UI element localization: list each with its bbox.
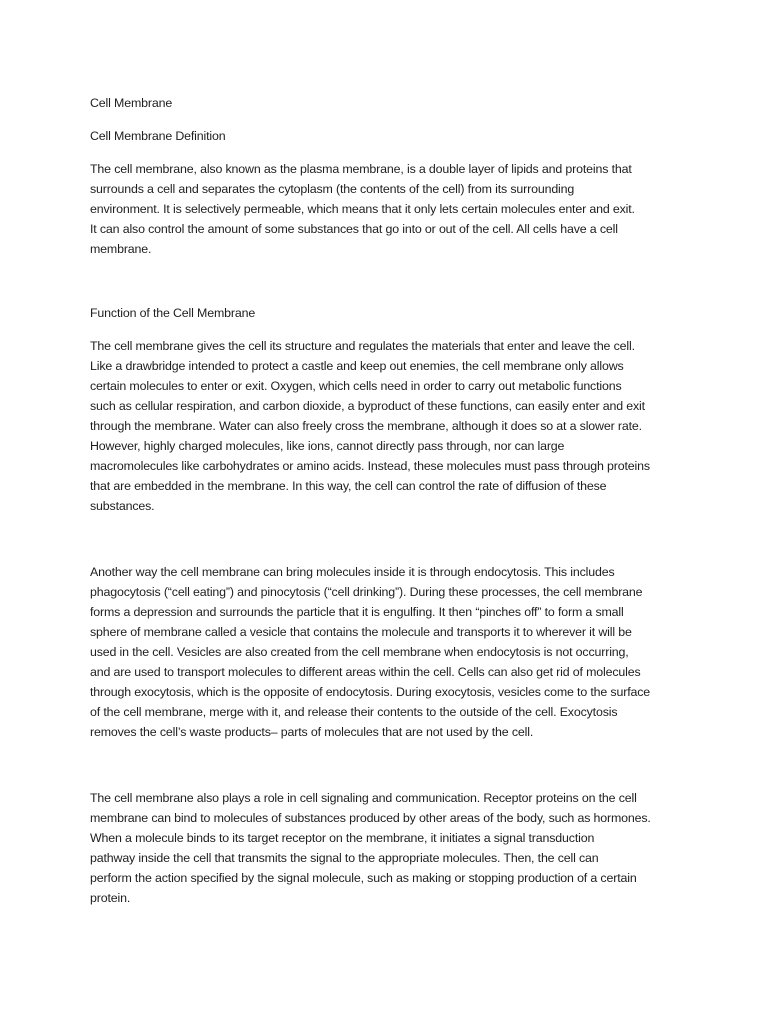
paragraph-line: sphere of membrane called a vesicle that contains the molecule and transports it to wherever it will be bbox=[90, 625, 632, 639]
paragraph-line: pathway inside the cell that transmits the signal to the appropriate molecules. Then, the cell can bbox=[90, 851, 599, 865]
paragraph-line: It can also control the amount of some substances that go into or out of the cell. All cells have a cell bbox=[90, 222, 618, 236]
paragraph-line: The cell membrane gives the cell its structure and regulates the materials that enter and leave the cell. bbox=[90, 339, 635, 353]
document-title: Cell Membrane bbox=[90, 96, 173, 110]
paragraph-line: membrane can bind to molecules of substances produced by other areas of the body, such as hormones. bbox=[90, 811, 651, 825]
section-heading-function: Function of the Cell Membrane bbox=[90, 306, 256, 320]
paragraph-line: Another way the cell membrane can bring molecules inside it is through endocytosis. This includes bbox=[90, 565, 615, 579]
paragraph-line: perform the action specified by the signal molecule, such as making or stopping production of a certain bbox=[90, 871, 637, 885]
paragraph-line: through the membrane. Water can also freely cross the membrane, although it does so at a slower rate. bbox=[90, 419, 642, 433]
paragraph-line: certain molecules to enter or exit. Oxygen, which cells need in order to carry out metabolic functions bbox=[90, 379, 622, 393]
section-heading-definition: Cell Membrane Definition bbox=[90, 129, 226, 143]
paragraph-line: that are embedded in the membrane. In this way, the cell can control the rate of diffusion of these bbox=[90, 479, 607, 493]
paragraph-line: However, highly charged molecules, like ions, cannot directly pass through, nor can large bbox=[90, 439, 565, 453]
paragraph-line: removes the cell’s waste products– parts of molecules that are not used by the cell. bbox=[90, 725, 534, 739]
paragraph-line: of the cell membrane, merge with it, and release their contents to the outside of the cell. Exocytosis bbox=[90, 705, 618, 719]
paragraph-line: Like a drawbridge intended to protect a castle and keep out enemies, the cell membrane only allows bbox=[90, 359, 624, 373]
paragraph-line: The cell membrane, also known as the plasma membrane, is a double layer of lipids and proteins that bbox=[90, 162, 632, 176]
paragraph-line: environment. It is selectively permeable, which means that it only lets certain molecules enter and exit. bbox=[90, 202, 635, 216]
paragraph-line: When a molecule binds to its target receptor on the membrane, it initiates a signal transduction bbox=[90, 831, 595, 845]
paragraph-line: phagocytosis (“cell eating”) and pinocytosis (“cell drinking”). During these processes, the cell membrane bbox=[90, 585, 643, 599]
paragraph-line: surrounds a cell and separates the cytoplasm (the contents of the cell) from its surrounding bbox=[90, 182, 575, 196]
paragraph-line: forms a depression and surrounds the particle that it is engulfing. It then “pinches off” to form a small bbox=[90, 605, 624, 619]
paragraph-line: The cell membrane also plays a role in cell signaling and communication. Receptor proteins on the cell bbox=[90, 791, 637, 805]
paragraph-line: protein. bbox=[90, 891, 131, 905]
paragraph-line: substances. bbox=[90, 499, 155, 513]
paragraph-line: through exocytosis, which is the opposite of endocytosis. During exocytosis, vesicles come to the surface bbox=[90, 685, 651, 699]
paragraph-line: and are used to transport molecules to different areas within the cell. Cells can also get rid of molecules bbox=[90, 665, 641, 679]
paragraph-line: membrane. bbox=[90, 242, 152, 256]
paragraph-line: macromolecules like carbohydrates or amino acids. Instead, these molecules must pass through proteins bbox=[90, 459, 650, 473]
paragraph-line: used in the cell. Vesicles are also created from the cell membrane when endocytosis is not occurring, bbox=[90, 645, 629, 659]
paragraph-line: such as cellular respiration, and carbon dioxide, a byproduct of these functions, can easily enter and exit bbox=[90, 399, 645, 413]
